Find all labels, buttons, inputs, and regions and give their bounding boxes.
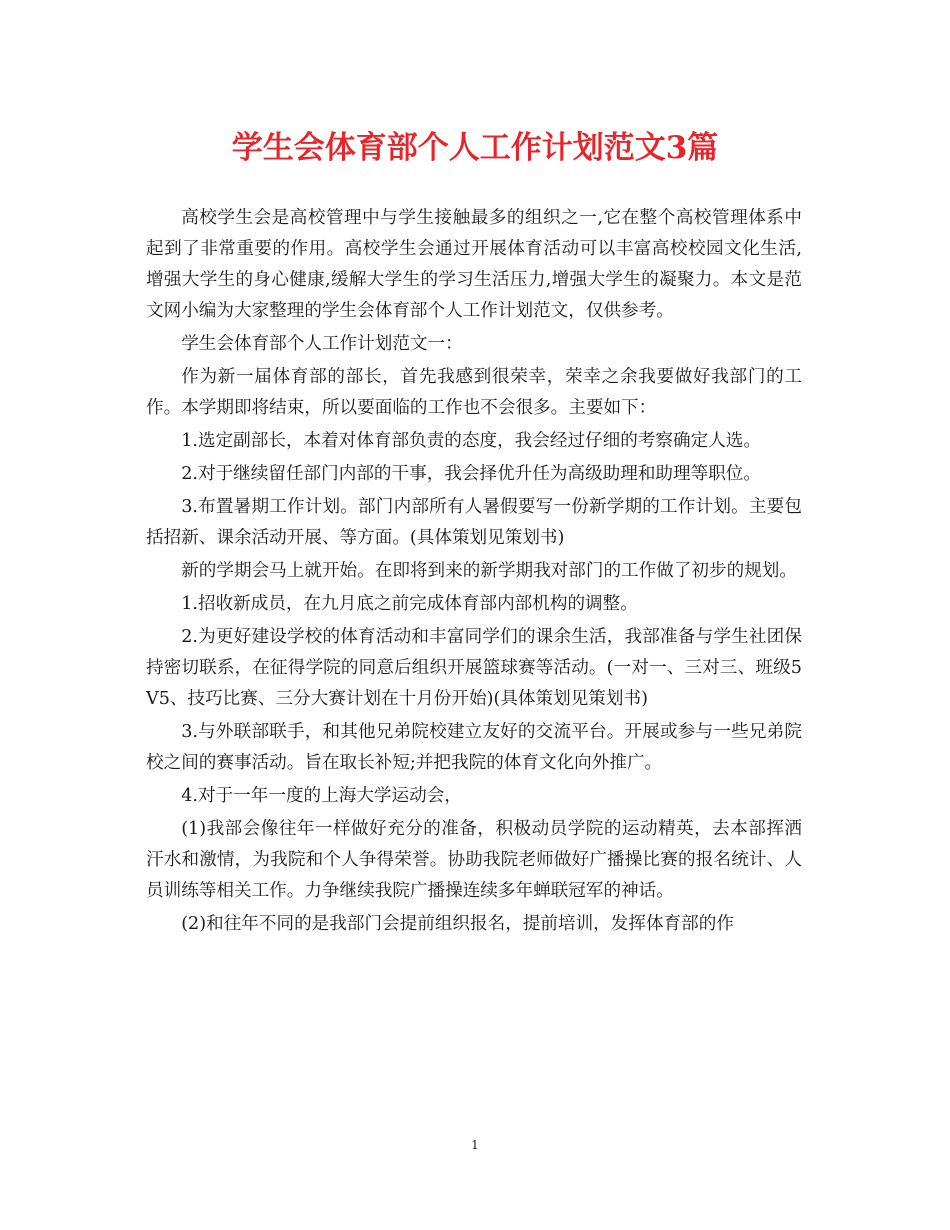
paragraph: 新的学期会马上就开始。在即将到来的新学期我对部门的工作做了初步的规划。 (181, 561, 797, 581)
paragraph: 1.招收新成员，在九月底之前完成体育部内部机构的调整。 (181, 594, 638, 614)
paragraph-intro: 高校学生会是高校管理中与学生接触最多的组织之一,它在整个高校管理体系中起到了非常重要的作用。高校学生会通过开展体育活动可以丰富高校校园文化生活,增强大学生的身心健康,缓解大学生的学习生活压力,增强大学生的凝聚力。本文是范文网小编为大家整理的学生会体育部个人工作计划范文，仅供参考。 (146, 208, 802, 321)
document-title: 学生会体育部个人工作计划范文3篇 (231, 130, 719, 166)
paragraph: (1)我部会像往年一样做好充分的准备，积极动员学院的运动精英，去本部挥洒汗水和激情，为我院和个人争得荣誉。协助我院老师做好广播操比赛的报名统计、人员训练等相关工作。力争继续我院广播操连续多年蝉联冠军的神话。 (146, 819, 802, 901)
paragraph: 作为新一届体育部的部长，首先我感到很荣幸，荣幸之余我要做好我部门的工作。本学期即将结束，所以要面临的工作也不会很多。主要如下： (146, 367, 802, 418)
paragraph: 4.对于一年一度的上海大学运动会， (181, 786, 462, 806)
paragraph: 2.对于继续留任部门内部的干事，我会择优升任为高级助理和助理等职位。 (181, 464, 761, 484)
paragraph: 2.为更好建设学校的体育活动和丰富同学们的课余生活，我部准备与学生社团保持密切联系，在征得学院的同意后组织开展篮球赛等活动。(一对一、三对三、班级5V5、技巧比赛、三分大赛计划在十月份开始)(具体策划见策划书) (146, 627, 802, 709)
paragraph: (2)和往年不同的是我部门会提前组织报名，提前培训，发挥体育部的作 (181, 914, 734, 934)
paragraph: 1.选定副部长，本着对体育部负责的态度，我会经过仔细的考察确定人选。 (181, 431, 761, 451)
paragraph: 3.与外联部联手，和其他兄弟院校建立友好的交流平台。开展或参与一些兄弟院校之间的赛事活动。旨在取长补短;并把我院的体育文化向外推广。 (146, 722, 802, 773)
paragraph-section-heading: 学生会体育部个人工作计划范文一： (181, 334, 463, 354)
paragraph: 3.布置暑期工作计划。部门内部所有人暑假要写一份新学期的工作计划。主要包括招新、课余活动开展、等方面。(具体策划见策划书) (146, 497, 802, 548)
page-number: 1 (471, 1138, 479, 1152)
document-body (146, 203, 802, 942)
